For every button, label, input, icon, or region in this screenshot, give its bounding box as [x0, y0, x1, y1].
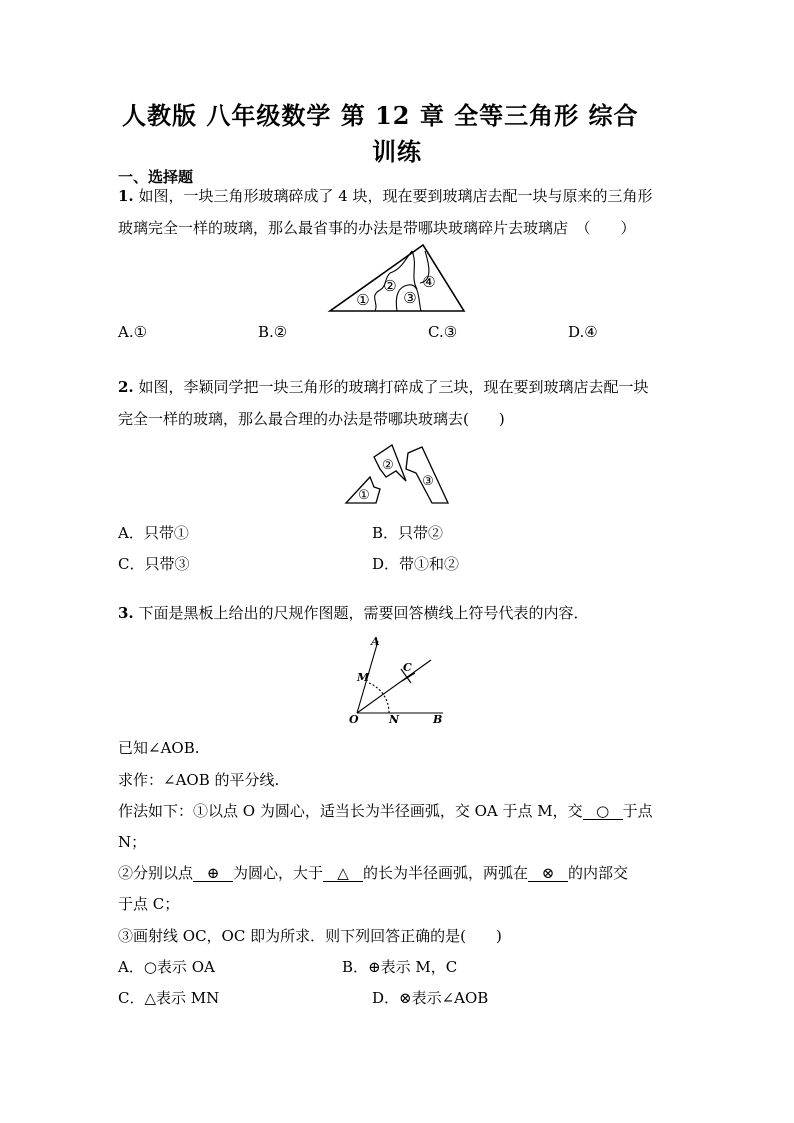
page-title-line2: 训练 — [372, 137, 422, 166]
q2-line2: 完全一样的玻璃，那么最合理的办法是带哪块玻璃去( ) — [118, 410, 505, 428]
q3-line1 — [118, 603, 588, 623]
q3-step1-c: N； — [118, 833, 147, 851]
q3-option-b: B．⊕表示 M，C — [342, 958, 458, 976]
q2-line1 — [118, 377, 648, 397]
page-title-line1: 人教版 八年级数学 第 12 章 全等三角形 综合 — [122, 101, 639, 130]
q3-step2-d: 的内部交 — [568, 864, 629, 882]
q2-figure-label-1: ① — [358, 488, 370, 503]
q3-number: 3. — [118, 604, 134, 622]
q2-text-line1: 如图，李颖同学把一块三角形的玻璃打碎成了三块，现在要到玻璃店去配一块 — [133, 378, 649, 396]
q1-option-a: A.① — [118, 323, 148, 341]
q3-arc-mn — [369, 683, 389, 713]
q3-figure — [345, 633, 450, 728]
q3-label-a: A — [371, 635, 380, 648]
q2-option-d: D．带①和② — [372, 555, 460, 573]
q3-text-line1: 下面是黑板上给出的尺规作图题，需要回答横线上符号代表的内容． — [133, 604, 589, 622]
q3-step2-e: 于点 C； — [118, 895, 180, 913]
q1-figure-label-2: ② — [383, 277, 397, 295]
q1-number: 1. — [118, 187, 134, 205]
section-heading: 一、选择题 — [118, 168, 194, 186]
q3-step2-b: 为圆心，大于 — [233, 864, 324, 882]
q1-line2: 玻璃完全一样的玻璃，那么最省事的办法是带哪块玻璃碎片去玻璃店 （ ） — [118, 219, 636, 237]
q3-step3: ③画射线 OC，OC 即为所求．则下列回答正确的是( ) — [118, 927, 502, 945]
q2-number: 2. — [118, 378, 134, 396]
blank-otimes: ⊗ — [528, 865, 568, 882]
q1-option-d: D.④ — [568, 323, 598, 341]
q1-option-b: B.② — [258, 323, 288, 341]
q3-step1-b: 于点 — [622, 802, 653, 820]
q3-step1-a: 作法如下：①以点 O 为圆心，适当长为半径画弧，交 OA 于点 M，交 — [118, 802, 583, 820]
q2-figure — [342, 441, 452, 507]
q1-text-line1: 如图，一块三角形玻璃碎成了 4 块，现在要到玻璃店去配一块与原来的三角形 — [133, 187, 653, 205]
q2-figure-label-3: ③ — [422, 474, 434, 489]
q3-option-a: A．○表示 OA — [118, 958, 215, 976]
q2-figure-label-2: ② — [382, 458, 394, 473]
q1-option-c: C.③ — [428, 323, 458, 341]
q3-step2-a: ②分别以点 — [118, 864, 194, 882]
q3-label-n: N — [389, 713, 400, 726]
q3-label-b: B — [433, 713, 443, 726]
q3-label-m: M — [357, 671, 370, 684]
q1-figure-label-3: ③ — [403, 289, 417, 307]
q1-line1 — [118, 186, 653, 206]
q3-known: 已知∠AOB. — [118, 739, 200, 757]
q3-step2 — [118, 863, 628, 883]
blank-circle: ○ — [583, 803, 623, 820]
q1-figure-label-1: ① — [356, 291, 370, 309]
q2-option-c: C．只带③ — [118, 555, 190, 573]
q1-crack3 — [412, 251, 417, 289]
blank-oplus: ⊕ — [193, 865, 233, 882]
q3-option-c: C．△表示 MN — [118, 989, 220, 1007]
q2-option-b: B．只带② — [372, 524, 444, 542]
q1-triangle — [330, 245, 464, 311]
q1-figure-label-4: ④ — [422, 273, 436, 291]
q3-label-c: C — [403, 661, 412, 674]
q3-option-d: D．⊗表示∠AOB — [372, 989, 489, 1007]
q3-step1 — [118, 801, 653, 821]
blank-triangle: △ — [323, 865, 363, 882]
q2-option-a: A．只带① — [118, 524, 189, 542]
q1-figure — [326, 243, 468, 315]
q3-ray-oc — [357, 660, 431, 713]
q3-label-o: O — [349, 713, 359, 726]
q3-step2-c: 的长为半径画弧，两弧在 — [363, 864, 529, 882]
q3-ask: 求作：∠AOB 的平分线. — [118, 771, 280, 789]
